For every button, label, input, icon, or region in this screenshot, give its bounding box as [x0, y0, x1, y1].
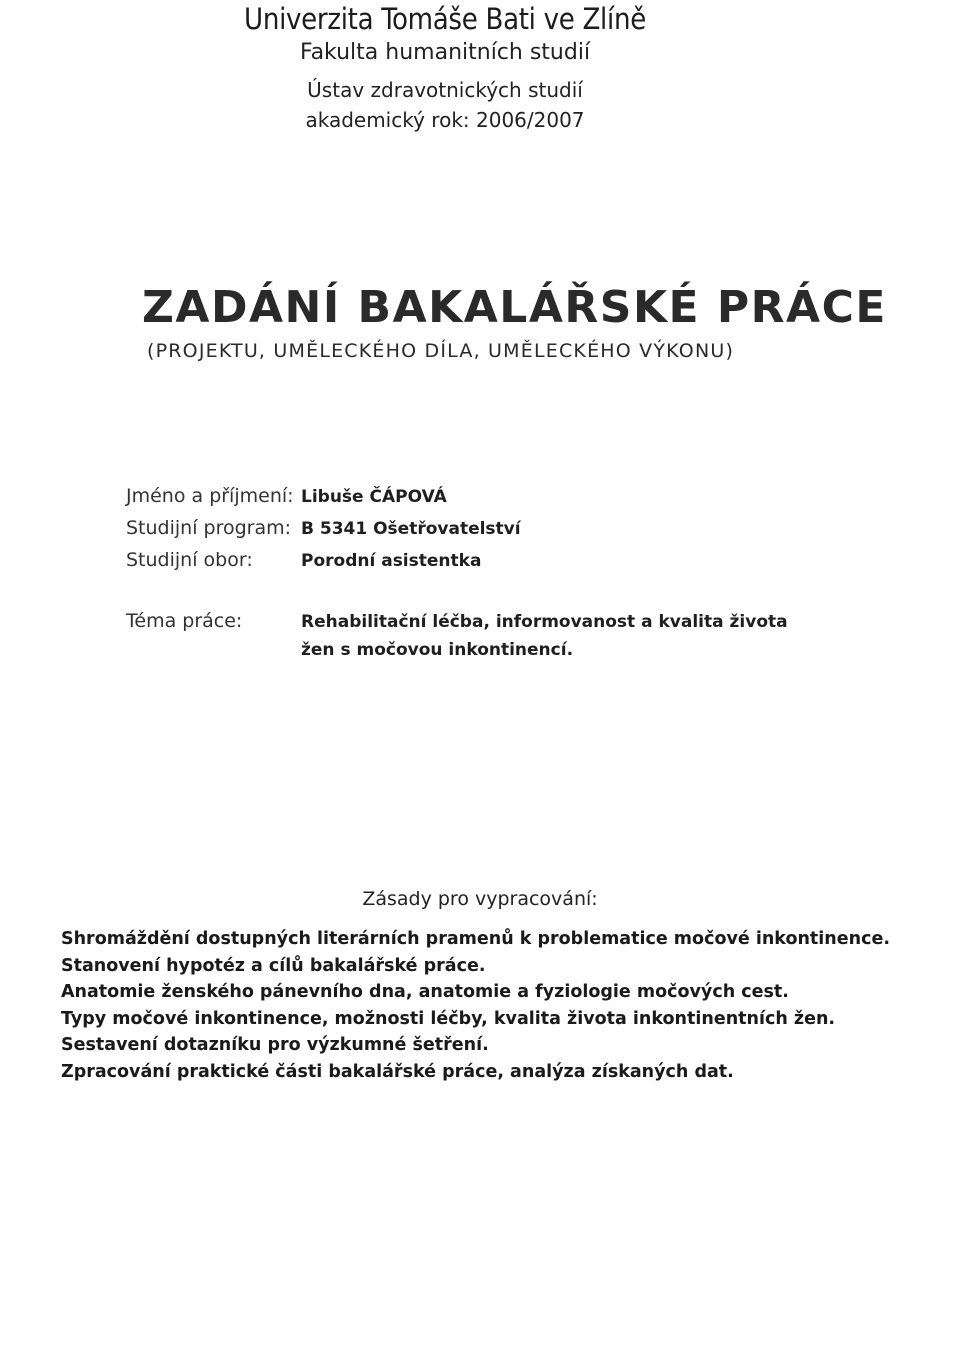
program-value: B 5341 Ošetřovatelství [301, 519, 521, 539]
university-name: Univerzita Tomáše Bati ve Zlíně [244, 2, 646, 36]
document-subtitle: (PROJEKTU, UMĚLECKÉHO DÍLA, UMĚLECKÉHO VÝKONU) [147, 340, 735, 362]
topic-label: Téma práce: [126, 610, 243, 632]
institute-name: Ústav zdravotnických studií [307, 78, 583, 102]
field-label: Studijní obor: [126, 549, 253, 571]
principles-title: Zásady pro vypracování: [362, 888, 598, 910]
principle-item: Anatomie ženského pánevního dna, anatomie a fyziologie močových cest. [61, 982, 789, 1002]
program-label: Studijní program: [126, 517, 292, 539]
academic-year: akademický rok: 2006/2007 [305, 108, 585, 132]
field-value: Porodní asistentka [301, 551, 482, 571]
principle-item: Sestavení dotazníku pro výzkumné šetření. [61, 1035, 489, 1055]
name-label: Jméno a příjmení: [126, 485, 294, 507]
name-value: Libuše ČÁPOVÁ [301, 487, 447, 507]
principles-list [61, 926, 890, 1085]
principle-item: Zpracování praktické části bakalářské práce, analýza získaných dat. [61, 1061, 734, 1082]
topic-line-1: Rehabilitační léčba, informovanost a kvalita života [301, 612, 788, 632]
principle-item: Typy močové inkontinence, možnosti léčby, kvalita života inkontinentních žen. [61, 1008, 836, 1029]
principle-item: Shromáždění dostupných literárních pramenů k problematice močové inkontinence. [61, 929, 890, 949]
principle-item: Stanovení hypotéz a cílů bakalářské práce. [61, 955, 486, 976]
document-title: ZADÁNÍ BAKALÁŘSKÉ PRÁCE [142, 282, 887, 333]
topic-line-2: žen s močovou inkontinencí. [301, 640, 574, 660]
faculty-name: Fakulta humanitních studií [299, 40, 591, 65]
